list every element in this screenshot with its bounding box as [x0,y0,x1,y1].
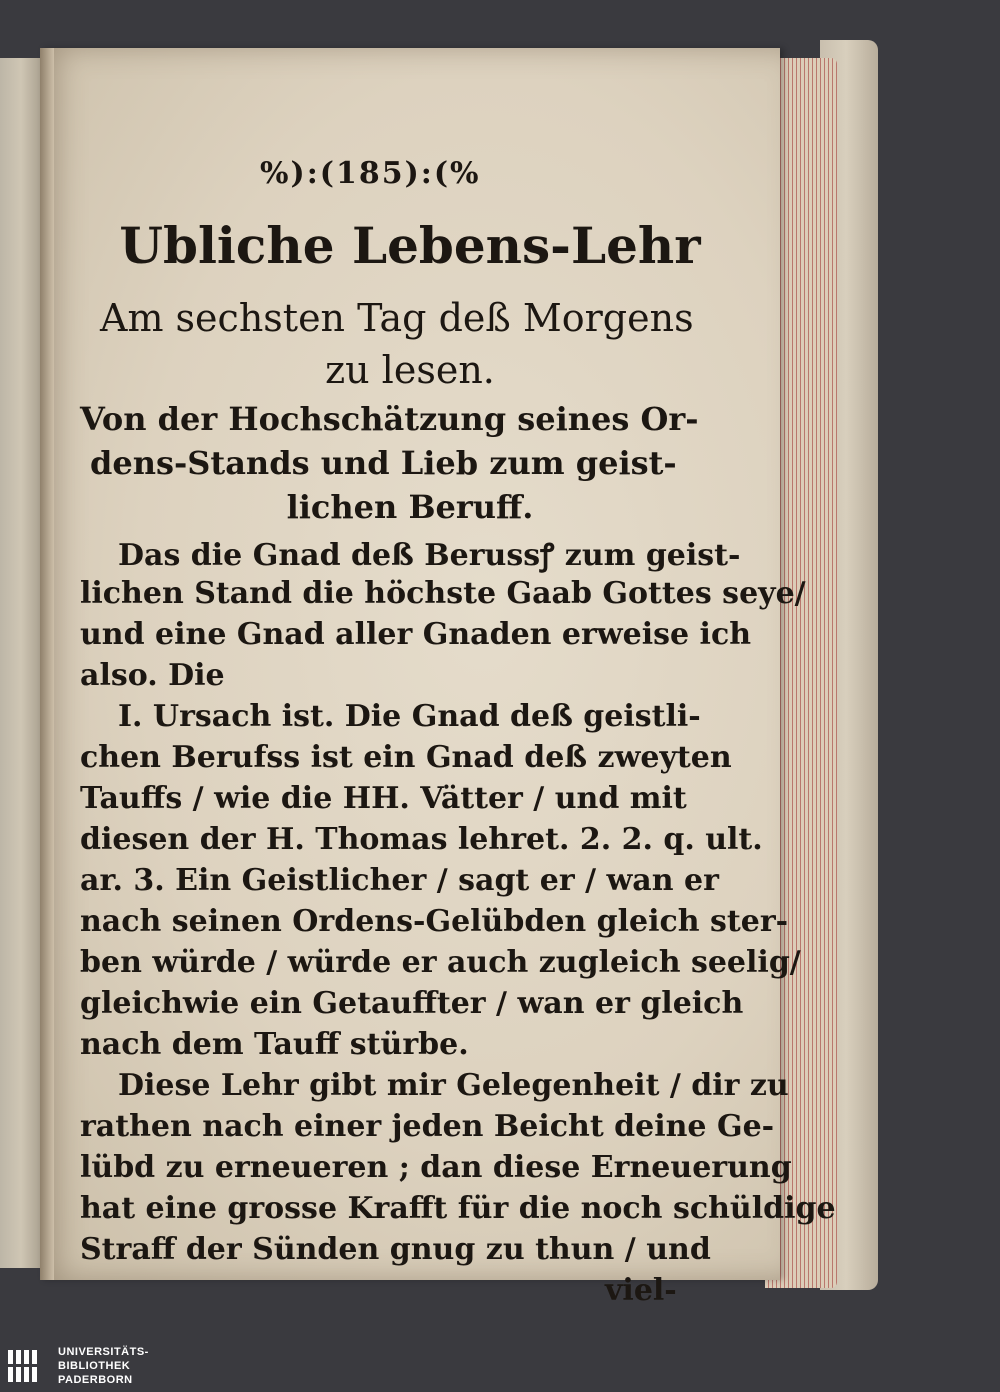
body-line: lübd zu erneueren ; dan diese Erneuerung [80,1150,792,1185]
catchword: viel- [605,1273,677,1308]
body-line: Straff der Sünden gnug zu thun / und [80,1232,711,1267]
logo-text-line: UNIVERSITÄTS- [58,1346,149,1358]
body-line: ar. 3. Ein Geistlicher / sagt er / wan er [80,863,719,898]
body-line: I. Ursach ist. Die Gnad deß geistli- [118,699,701,734]
logo-text-line: BIBLIOTHEK [58,1360,131,1372]
body-line: also. Die [80,658,225,693]
page-title: Ubliche Lebens-Lehr [119,216,701,275]
page-header: %):(185):(% [260,156,481,191]
body-line: hat eine grosse Krafft für die noch schüldige [80,1191,836,1226]
body-line: chen Berufss ist ein Gnad deß zweyten [80,740,732,775]
body-line: nach seinen Ordens-Gelübden gleich ster- [80,904,789,939]
body-line: diesen der H. Thomas lehret. 2. 2. q. ult. [80,822,763,857]
heading-line: dens-Stands und Lieb zum geist- [90,444,677,482]
body-line: gleichwie ein Getauffter / wan er gleich [80,986,744,1021]
body-line: rathen nach einer jeden Beicht deine Ge- [80,1109,775,1144]
left-facing-page [0,58,42,1268]
body-line: Tauffs / wie die HH. Vätter / und mit [80,781,687,816]
book-page [40,48,836,1308]
body-line: nach dem Tauff stürbe. [80,1027,469,1062]
heading-line: Von der Hochschätzung seines Or- [80,400,699,438]
body-line: und eine Gnad aller Gnaden erweise ich [80,617,752,652]
subtitle-line-2: zu lesen. [325,348,495,392]
body-line: lichen Stand die höchste Gaab Gottes seye/ [80,576,806,611]
logo-text-line: PADERBORN [58,1374,133,1386]
heading-line: lichen Beruff. [286,488,534,526]
library-logo-icon [6,1346,42,1386]
body-line: ben würde / würde er auch zugleich seelig/ [80,945,801,980]
subtitle-line-1: Am sechsten Tag deß Morgens [100,296,694,340]
body-line: Diese Lehr gibt mir Gelegenheit / dir zu [118,1068,789,1103]
body-line: Das die Gnad deß Berussꝭ zum geist- [118,538,741,573]
